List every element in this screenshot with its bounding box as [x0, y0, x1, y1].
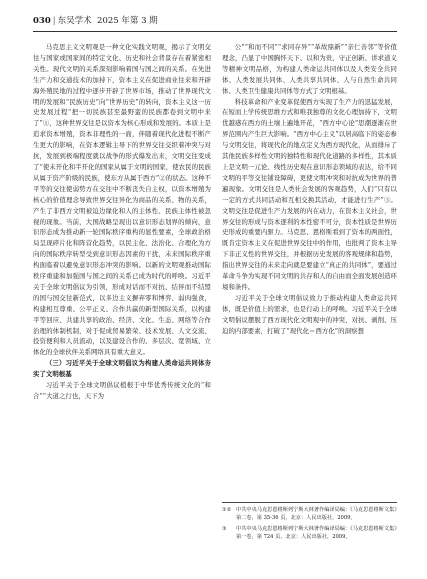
section-heading: （三）习近平关于全球文明倡议为构建人类命运共同体夯实了文明根基 [33, 359, 211, 379]
footnote [222, 525, 397, 542]
page-number: 030 [33, 16, 51, 26]
footnote-mark: ①② [222, 507, 232, 513]
body-paragraph: 公”“和而不同”“求同存异”“革故鼎新”“亲仁善邻”等价值理念，凸显了中国胸怀天下、以和为贵、守正创新、讲求道义等精神文明品格，为构建人类命运共同体以及人类安全共同体、人类发展共同体、人类共享共同体、人与自然生命共同体、人类卫生健康共同体等方式了文明根基。 [222, 43, 397, 95]
journal-name: 东吴学术 [57, 16, 92, 26]
body-paragraph: 习近平关于全球文明倡议致力于推动构建人类命运共同体，既是价值上的需求，也是行动上的呼唤。习近平关于全球文明倡议摆脱了西方现代化文明观中的冲突、对抗、剥削、压迫的内部要素，打破了“现代化＝西方化”的洞察想 [222, 293, 397, 335]
running-header: 030 | 东吴学术 2025 年第 3 期 [33, 16, 158, 26]
left-column [33, 42, 211, 402]
journal-issue: 2025 年第 3 期 [97, 16, 158, 26]
body-paragraph: 习近平关于全球文明倡议植根于中华优秀传统文化的“和合”“大道之行也，天下为 [33, 381, 211, 400]
right-column [222, 42, 397, 336]
footnotes [222, 502, 397, 544]
body-paragraph: 科技革命和产业变革促使西方实现了生产力的迅猛发展，在短而上学传统思维方式和唯我独尊的文化心理加持下，文明优越感在西方的土壤上遍地开花，“西方中心论”思潮逐渐在世界范围内产生巨大影响。“西方中心主义”以居高临下的姿态参与文明交往，将现代化的地点定义为西方现代化，从而排斥了其他民族多样性文明的独特性和现代化道路的多样性，其本质上是文明一元论、线性历史观在意识形态领域的表达，给不同文明的平等交往铺设障碍，更使文明冲突和对抗成为世界的普遍现象。文明交往是人类社会发展的客观趋势，人们“只有以一定的方式共同活动和互相交换其活动，才能进行生产”③。文明交往是促进生产力发展的内在动力，在资本主义社会，世界交往的形成与资本逐利的本性密不可分，资本性质是世界历史形成的重要内驱力。马克思、恩格斯看到了资本的两面性，既肯定资本主义在促进世界交往中的作用，也批判了资本主导下非正义性的世界交往，并根据历史发展的客观规律和趋势，指出世界交往的未来走向就是要建立“真正的共同体”，要通过革命斗争为实现不同文明的共存和人的自由而全面发展创造环境和条件。 [222, 97, 397, 291]
footnote [222, 506, 397, 523]
footnote-text: 中共中央马克思恩格斯列宁斯大林著作编译局编：《马克思恩格斯文集》第二卷，第 35-36 页，北京：人民出版社，2009。 [236, 507, 397, 522]
footnote-mark: ③ [222, 525, 227, 532]
header-rule [33, 31, 397, 32]
footnote-text: 中共中央马克思恩格斯列宁斯大林著作编译局编：《马克思恩格斯文集》第一卷，第 724 页，北京：人民出版社，2009。 [236, 525, 397, 541]
body-paragraph: 马克思主义文明观是一种文化实践文明观，揭示了文明交往与国家或国家间的特定文化、历史和社会背景存在着紧密相关性。现代文明的关系深刻影响着国与国之间的关系。在先进生产力和交通技术的加持下，资本主义在促进商业往来和开辟海外殖民地的过程中逐步开辟了世界市场，推动了世界现代文明的发展和“民族历史”向“世界历史”的转向，资本主义这一历史发展过程“把一切民族甚至最野蛮的民族都卷到文明中来了”①，这种世界交往是以资本为核心形成和发展的。本质上是追求资本增殖，资本非理性的一面，伴随着现代化进程不断产生更大的影响，在资本逻辑主导下的世界交往交织着冲突与对抗，发展到极端程度就以战争的形式爆发出来，文明交往变成了“使未开化和半开化的国家从属于文明的国家，使农民的民族从属于资产阶级的民族，使东方从属于西方”②的状态。这种不平等的交往使弱势方在交往中不断丧失自主权，以资本增殖为核心的价值理念导致世界交往异化为商品的关系、物的关系，产生了非西方文明被迫边缘化和人的主体性、民族主体性被忽视的现象。当前，大国战略呈现出以意识形态划界的倾向，意识形态成为推动新一轮国际秩序重构的显性要素，全球政治格局呈现碎片化和阵营化趋势，以民主化、法治化、合理化为方向的国际秩序转型受到意识形态因素的干扰，未来国际秩序重构面临着以避免意识形态冲突的影响。以新的文明观推动国际秩序重建和加强国与国之间的关系已成为时代的呼唤。习近平关于全球文明倡议为引领，形成对话而不对抗、结伴而不结盟的国与国交往新范式，以多边主义摒弃零和博弈、弱肉强食，构建相互尊重、公平正义、合作共赢的新型国际关系，以构建平等回应、共建共享的政治、经济、文化、生态、网络等合作治理的体制机制，对于促成贸易繁荣、技术发展、人文交流、投资便利和人员流动，以及建设合作的、多层次、宽领域、立体化的全球伙伴关系网络具有重大意义。 [33, 43, 211, 357]
